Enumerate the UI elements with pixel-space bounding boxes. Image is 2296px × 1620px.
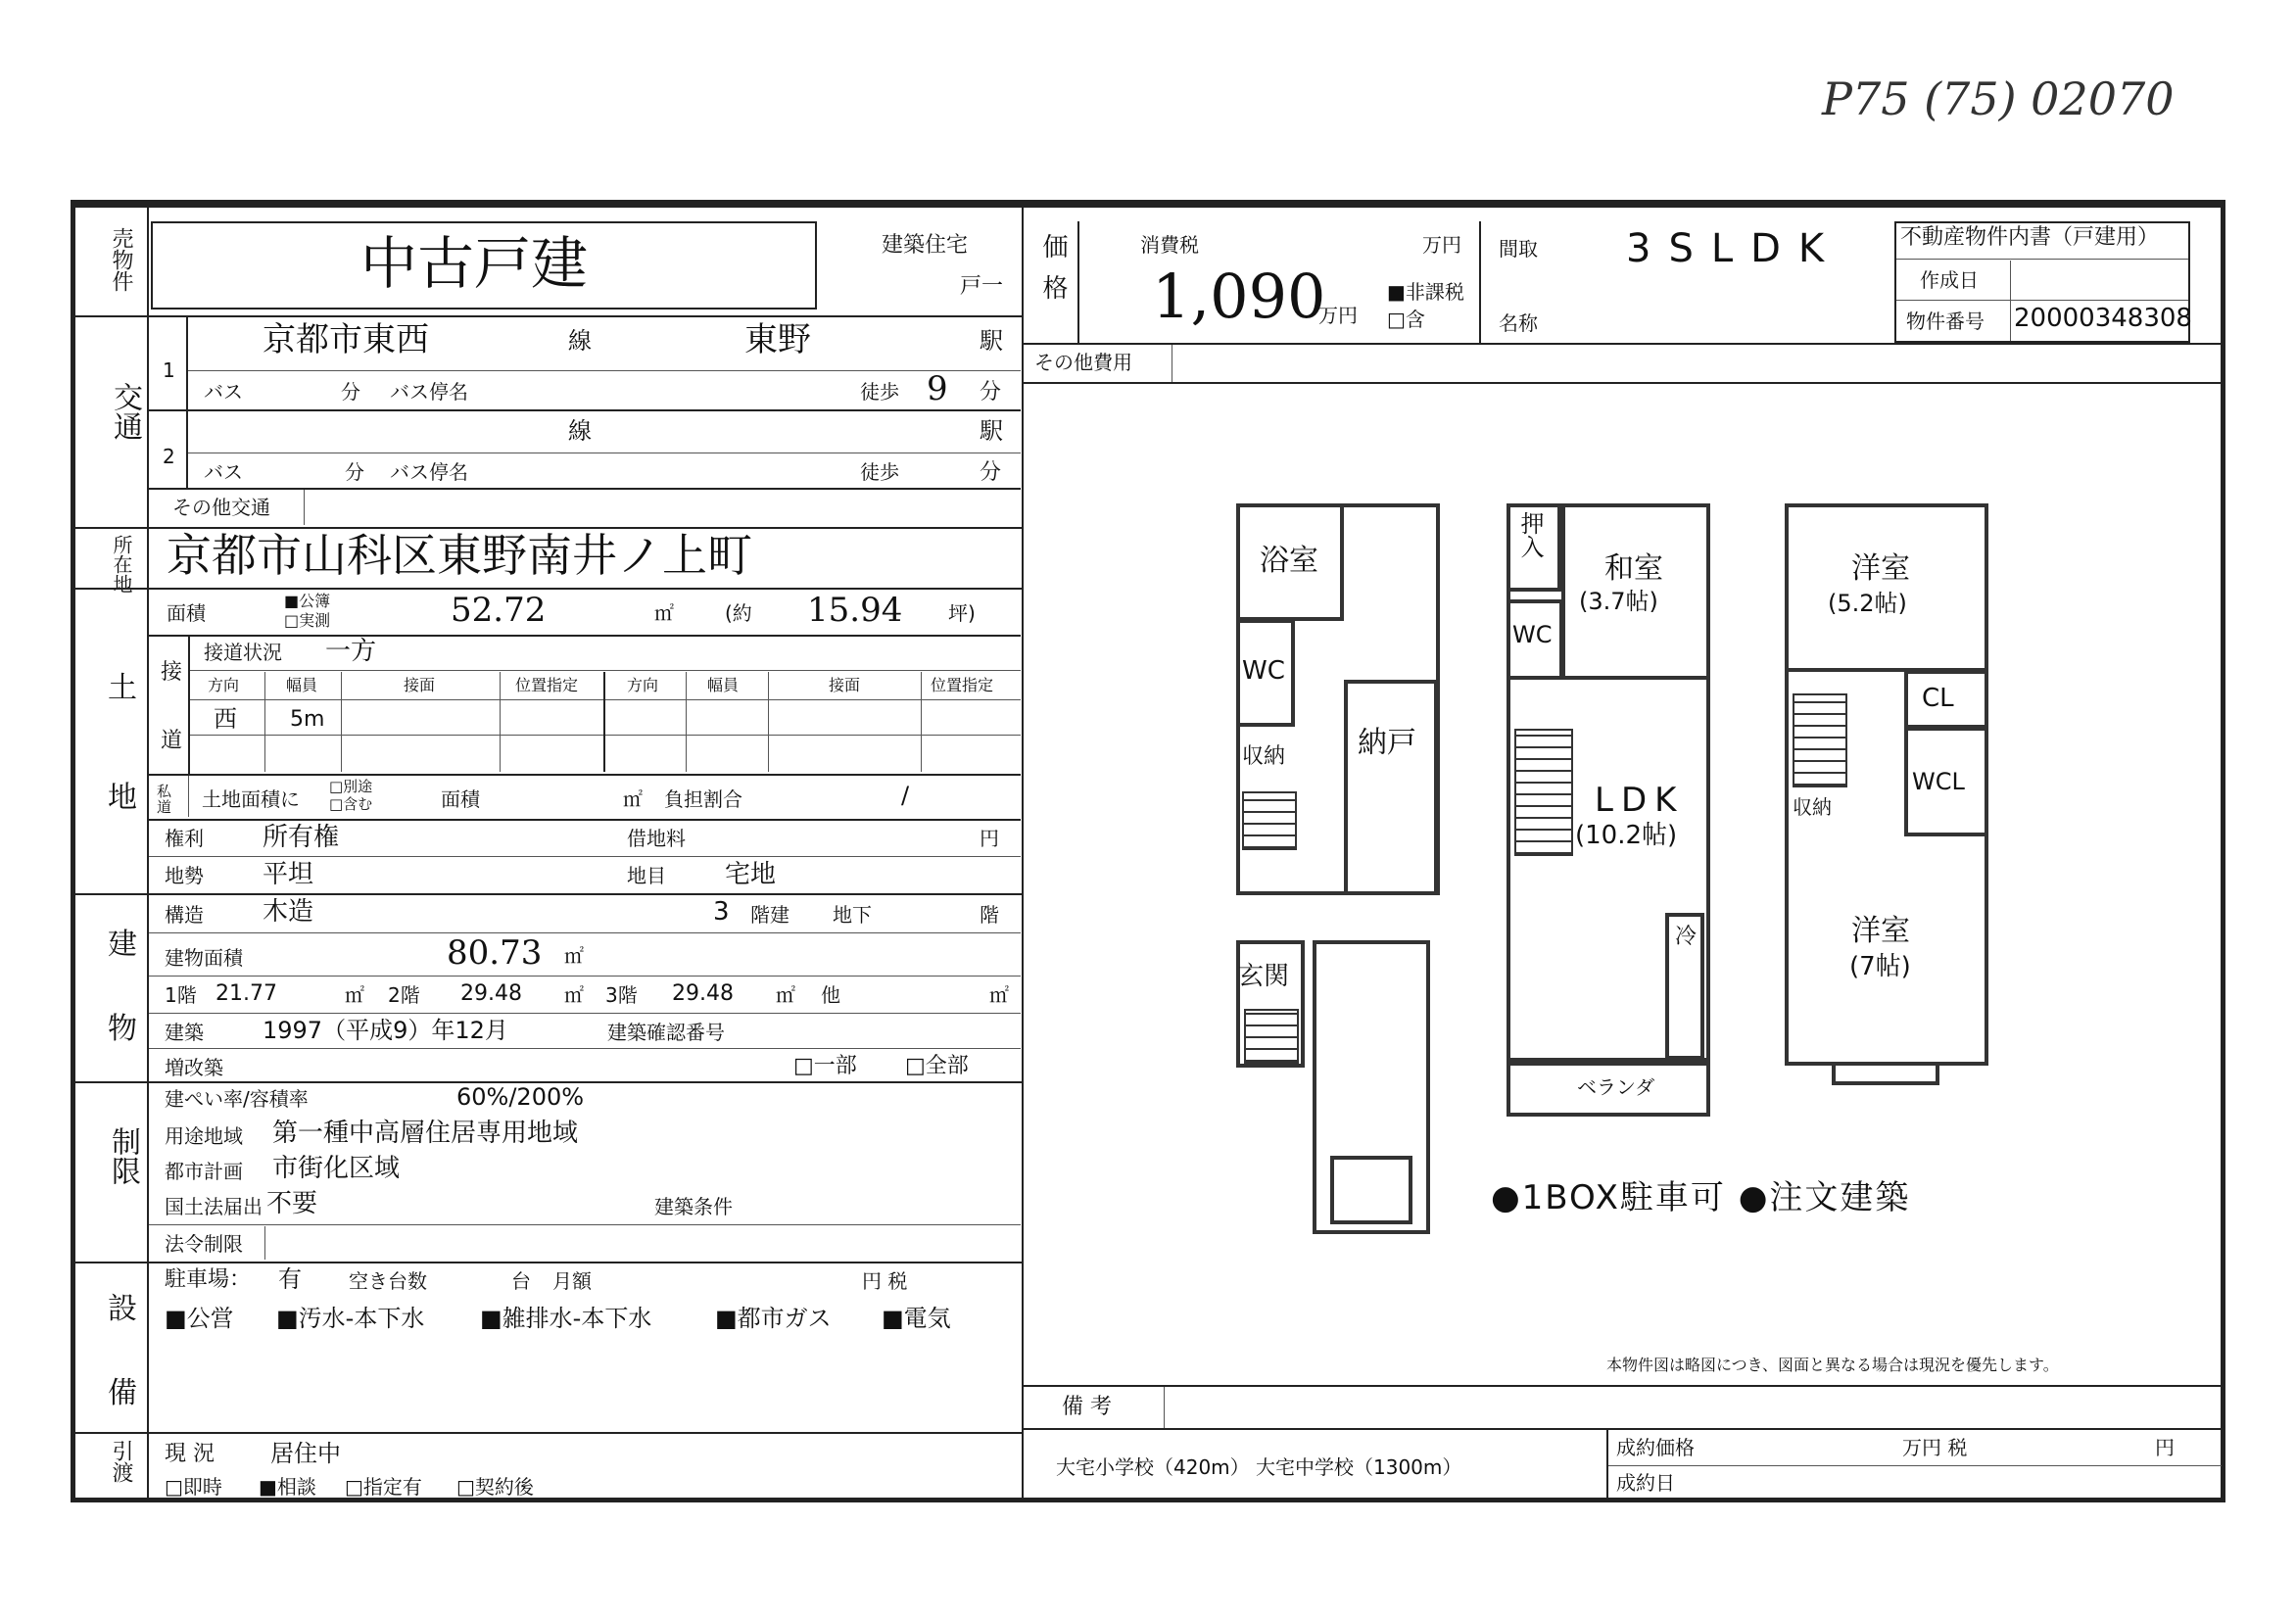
- facility-sewage: ■汚水-本下水: [276, 1305, 425, 1332]
- min-unit: 分: [980, 380, 1002, 405]
- walk-label: 徒歩: [860, 380, 899, 404]
- rule: [149, 409, 1021, 411]
- road-header: 位置指定: [515, 676, 579, 694]
- terrain-label: 地勢: [165, 864, 204, 887]
- ratio-label: 建ぺい率/容積率: [165, 1087, 309, 1111]
- plan-note: 本物件図は略図につき、図面と異なる場合は現況を優先します。: [1606, 1356, 2059, 1374]
- column-divider: [1022, 208, 1024, 1499]
- walk-label: 徒歩: [860, 460, 899, 484]
- room-ldk: LDK: [1595, 781, 1685, 820]
- rule: [1608, 1465, 2222, 1466]
- rule: [686, 672, 687, 772]
- road-header: 接面: [404, 676, 436, 694]
- rule: [768, 672, 769, 772]
- other-cost-label: その他費用: [1034, 351, 1132, 374]
- floor2-area: 29.48: [460, 981, 522, 1006]
- property-no-label: 物件番号: [1906, 310, 1985, 333]
- created-label: 作成日: [1920, 268, 1979, 292]
- price-unit-top: 万円: [1422, 233, 1461, 257]
- rule: [149, 1013, 1021, 1014]
- rule: [1479, 221, 1481, 343]
- road-header: 位置指定: [931, 676, 994, 694]
- contract-yen: 円: [2155, 1436, 2175, 1459]
- land-label-2: 地: [108, 781, 137, 815]
- road-header: 幅員: [286, 676, 318, 694]
- rule: [149, 932, 1021, 933]
- building-label-2: 物: [108, 1012, 137, 1046]
- handover-consult: ■相談: [259, 1475, 316, 1499]
- property-no: 20000348308: [2014, 304, 2192, 333]
- rights-label: 権利: [165, 827, 204, 850]
- m2-unit: ㎡: [564, 983, 584, 1007]
- floors-count: 3: [713, 897, 730, 927]
- room-walkin-closet: WCL: [1912, 768, 1965, 795]
- road-width: 5m: [290, 707, 325, 732]
- zoning-value: 第一種中高層住居専用地域: [272, 1119, 579, 1148]
- bus-min: 分: [345, 460, 364, 484]
- land-area-tsubo: 15.94: [807, 591, 903, 630]
- handwritten-reference: P75 (75) 02070: [1822, 72, 2175, 125]
- rule: [1896, 300, 2188, 301]
- facilities-label-2: 備: [108, 1376, 137, 1410]
- western1-wall: [1785, 503, 1988, 672]
- rule: [603, 672, 605, 772]
- japanese-wall: [1561, 503, 1710, 680]
- land-law-value: 不要: [266, 1189, 318, 1218]
- room-japanese: 和室: [1604, 551, 1663, 586]
- rule: [1164, 1387, 1165, 1428]
- room-western-1-size: (5.2帖): [1828, 590, 1907, 617]
- rule: [264, 672, 265, 772]
- address-value: 京都市山科区東野南井ノ上町: [167, 529, 752, 582]
- room-closet-3f: CL: [1922, 684, 1954, 713]
- restrictions-label: 制限: [106, 1126, 140, 1185]
- floor-area: 80.73: [447, 933, 543, 973]
- monthly-label: 月額: [552, 1269, 592, 1293]
- rule: [2010, 261, 2011, 341]
- fridge-label: 冷: [1675, 925, 1698, 949]
- features: ●1BOX駐車可 ●注文建築: [1491, 1178, 1911, 1217]
- rule: [1077, 221, 1079, 343]
- land-area-m2: 52.72: [451, 591, 547, 630]
- rule: [264, 1226, 265, 1260]
- line-suffix: 線: [568, 417, 592, 445]
- rule: [500, 672, 501, 772]
- station-name: 東野: [744, 320, 811, 359]
- m2-unit: ㎡: [345, 983, 364, 1007]
- terrain-value: 平坦: [263, 860, 314, 889]
- category-value: 宅地: [725, 860, 777, 889]
- structure-label: 構造: [165, 903, 204, 927]
- usage-sub: 戸一: [960, 274, 1004, 299]
- rule: [149, 1048, 1021, 1049]
- stairs-3f: [1793, 693, 1847, 787]
- extension-option-1: □一部: [793, 1054, 857, 1078]
- private-share-label: 負担割合: [664, 787, 742, 811]
- bus-stop-label: バス停名: [390, 380, 468, 404]
- other-restriction-label: 法令制限: [165, 1232, 243, 1256]
- m2-unit: ㎡: [989, 983, 1009, 1007]
- room-storeroom: 納戸: [1358, 726, 1416, 760]
- floor1-label: 1階: [165, 983, 197, 1007]
- room-storage-1f: 収納: [1242, 744, 1286, 769]
- price-unit: 万円: [1318, 304, 1358, 327]
- room-western-2: 洋室: [1851, 914, 1910, 948]
- stairs-entrance: [1244, 1009, 1299, 1064]
- bus-stop-label: バス停名: [390, 460, 468, 484]
- rule: [74, 315, 1023, 317]
- price-value: 1,090: [1152, 261, 1326, 332]
- min-unit: 分: [980, 460, 1002, 485]
- rule: [1024, 343, 2223, 345]
- yen-unit: 円: [980, 827, 999, 850]
- road-header: 幅員: [707, 676, 740, 694]
- rule: [149, 856, 1021, 857]
- floor2-label: 2階: [388, 983, 420, 1007]
- rule: [190, 670, 1021, 671]
- built-label: 建築: [165, 1021, 204, 1044]
- extension-option-2: □全部: [905, 1054, 969, 1078]
- floor3-area: 29.48: [672, 981, 734, 1006]
- m2-unit: ㎡: [654, 601, 674, 625]
- handover-label: 引渡: [109, 1440, 133, 1483]
- rule: [1896, 259, 2188, 260]
- rule: [186, 315, 188, 488]
- page-title: 中古戸建: [360, 230, 589, 297]
- room-storage-3f: 収納: [1793, 795, 1832, 819]
- facility-drainage: ■雑排水-本下水: [480, 1305, 652, 1332]
- contract-price-label: 成約価格: [1616, 1436, 1695, 1459]
- parking-vacant-label: 空き台数: [349, 1269, 427, 1293]
- rule: [149, 1224, 1021, 1225]
- private-area-label: 面積: [441, 787, 480, 811]
- rule: [149, 819, 1021, 821]
- rule: [74, 1262, 1023, 1263]
- rule: [188, 370, 1021, 371]
- m2-unit: ㎡: [776, 983, 795, 1007]
- private-option-1: □別途: [329, 778, 373, 795]
- remarks-label: 備 考: [1062, 1395, 1112, 1419]
- room-japanese-size: (3.7帖): [1579, 588, 1658, 615]
- label-column-line: [147, 208, 149, 1499]
- floors-label: 階建: [750, 903, 789, 927]
- layout-label: 間取: [1499, 237, 1538, 261]
- road-header: 方向: [627, 676, 659, 694]
- stairs-1f: [1242, 791, 1297, 850]
- rule: [1024, 1428, 2223, 1430]
- station-suffix: 駅: [980, 327, 1003, 355]
- station-suffix: 駅: [980, 417, 1003, 445]
- parking-unit: 台: [511, 1269, 531, 1293]
- road-header: 接面: [829, 676, 861, 694]
- status-value: 居住中: [270, 1440, 341, 1467]
- road-label: 接: [161, 660, 183, 685]
- rule: [74, 588, 1023, 590]
- property-type-label: 売物件: [109, 227, 133, 292]
- tax-included: □含: [1387, 308, 1425, 331]
- other-transport-label: その他交通: [172, 496, 270, 519]
- road-status-label: 接道状況: [204, 641, 282, 664]
- road-status: 一方: [325, 637, 377, 666]
- land-law-label: 国土法届出: [165, 1195, 263, 1218]
- bus-label: バス: [204, 380, 243, 404]
- address-label: 所在地: [110, 535, 133, 594]
- rule: [188, 635, 190, 774]
- rent-label: 借地料: [627, 827, 686, 850]
- room-wc-2f: WC: [1512, 621, 1553, 648]
- floor1-area: 21.77: [215, 981, 277, 1006]
- private-option-2: □含む: [329, 795, 373, 813]
- transport-label: 交通: [108, 382, 142, 441]
- doc-title: 不動産物件内書（戸建用）: [1900, 225, 2160, 250]
- handover-after-contract: □契約後: [456, 1475, 534, 1499]
- parking-label: 駐車場：: [165, 1267, 252, 1292]
- room-balcony: ベランダ: [1577, 1075, 1655, 1099]
- built-value: 1997（平成9）年12月: [263, 1017, 508, 1044]
- line-suffix: 線: [568, 327, 592, 355]
- contract-date-label: 成約日: [1616, 1471, 1675, 1495]
- road-label-2: 道: [161, 729, 183, 753]
- price-label: 価格: [1038, 233, 1068, 315]
- line-name: 京都市東西: [263, 320, 429, 359]
- schools: 大宅小学校（420m） 大宅中学校（1300m）: [1056, 1455, 1462, 1479]
- area-type-2: □実測: [284, 611, 331, 630]
- zoning-label: 用途地域: [165, 1124, 243, 1148]
- approx-label: (約: [725, 601, 752, 625]
- rule: [74, 1432, 1023, 1434]
- city-plan-label: 都市計画: [165, 1160, 243, 1183]
- facility-gas: ■都市ガス: [715, 1305, 832, 1332]
- row-num: 2: [163, 445, 175, 468]
- room-western-1: 洋室: [1851, 551, 1910, 586]
- other-floor-label: 他: [821, 983, 840, 1007]
- room-western-2-size: (7帖): [1849, 952, 1911, 981]
- tsubo-unit: 坪): [948, 601, 976, 625]
- handover-immediate: □即時: [165, 1475, 222, 1499]
- rule: [149, 488, 1021, 490]
- tax-label: 消費税: [1140, 233, 1199, 257]
- stairs-2f: [1514, 729, 1573, 856]
- extension-label: 増改築: [165, 1056, 223, 1079]
- share-slash: /: [901, 782, 910, 809]
- rule: [190, 735, 1021, 736]
- contract-price-unit: 万円 税: [1902, 1436, 1968, 1459]
- m2-unit: ㎡: [623, 787, 643, 811]
- rule: [149, 635, 1021, 637]
- facility-water: ■公営: [165, 1305, 234, 1332]
- status-label: 現 況: [165, 1442, 215, 1466]
- rule: [921, 672, 922, 772]
- rule: [190, 699, 1021, 700]
- facilities-label-1: 設: [108, 1292, 137, 1326]
- parking-value: 有: [278, 1265, 302, 1293]
- room-wc-1f: WC: [1242, 656, 1285, 686]
- basement-unit: 階: [980, 903, 999, 927]
- rule: [149, 774, 1021, 776]
- road-header: 方向: [208, 676, 240, 694]
- city-plan-value: 市街化区域: [272, 1154, 401, 1183]
- facility-electric: ■電気: [882, 1305, 951, 1332]
- bus-min: 分: [341, 380, 360, 404]
- row-num: 1: [163, 358, 175, 382]
- floor-area-label: 建物面積: [165, 946, 243, 970]
- rule: [304, 490, 305, 525]
- category-label: 地目: [627, 864, 666, 887]
- tax-exempt: ■非課税: [1387, 280, 1464, 304]
- rule: [74, 893, 1023, 895]
- layout-value: 3SLDK: [1626, 226, 1842, 271]
- rule: [1024, 382, 2223, 384]
- walk-minutes: 9: [927, 369, 948, 408]
- structure-value: 木造: [263, 897, 314, 927]
- rights-value: 所有権: [263, 823, 340, 852]
- room-closet-2f: 押入: [1516, 511, 1544, 558]
- rule: [341, 672, 342, 772]
- area-type-1: ■公簿: [284, 592, 331, 610]
- monthly-unit: 円 税: [862, 1269, 908, 1293]
- usage-label: 建築住宅: [882, 233, 969, 258]
- confirm-label: 建築確認番号: [607, 1021, 725, 1044]
- rule: [1606, 1428, 1608, 1499]
- ratio-value: 60%/200%: [456, 1083, 585, 1111]
- rule: [149, 976, 1021, 977]
- m2-unit: ㎡: [564, 944, 584, 968]
- room-entrance: 玄関: [1238, 962, 1290, 991]
- handover-specified: □指定有: [345, 1475, 422, 1499]
- rule: [1024, 1385, 2223, 1387]
- land-label-1: 土: [108, 671, 137, 705]
- floor3-label: 3階: [605, 983, 638, 1007]
- car-windshield: [1330, 1156, 1412, 1224]
- name-label: 名称: [1499, 311, 1538, 335]
- area-label: 面積: [167, 601, 206, 625]
- room-bath: 浴室: [1260, 544, 1318, 578]
- condition-label: 建築条件: [654, 1195, 733, 1218]
- building-label-1: 建: [108, 928, 137, 962]
- road-direction: 西: [214, 705, 237, 733]
- basement-label: 地下: [833, 903, 872, 927]
- private-road-label: 私道: [157, 783, 172, 816]
- room-ldk-size: (10.2帖): [1575, 821, 1678, 850]
- closet-wall: [1344, 680, 1438, 895]
- rule: [188, 776, 189, 817]
- bay-window: [1832, 1062, 1939, 1085]
- bus-label: バス: [204, 460, 243, 484]
- private-road-text: 土地面積に: [202, 787, 300, 811]
